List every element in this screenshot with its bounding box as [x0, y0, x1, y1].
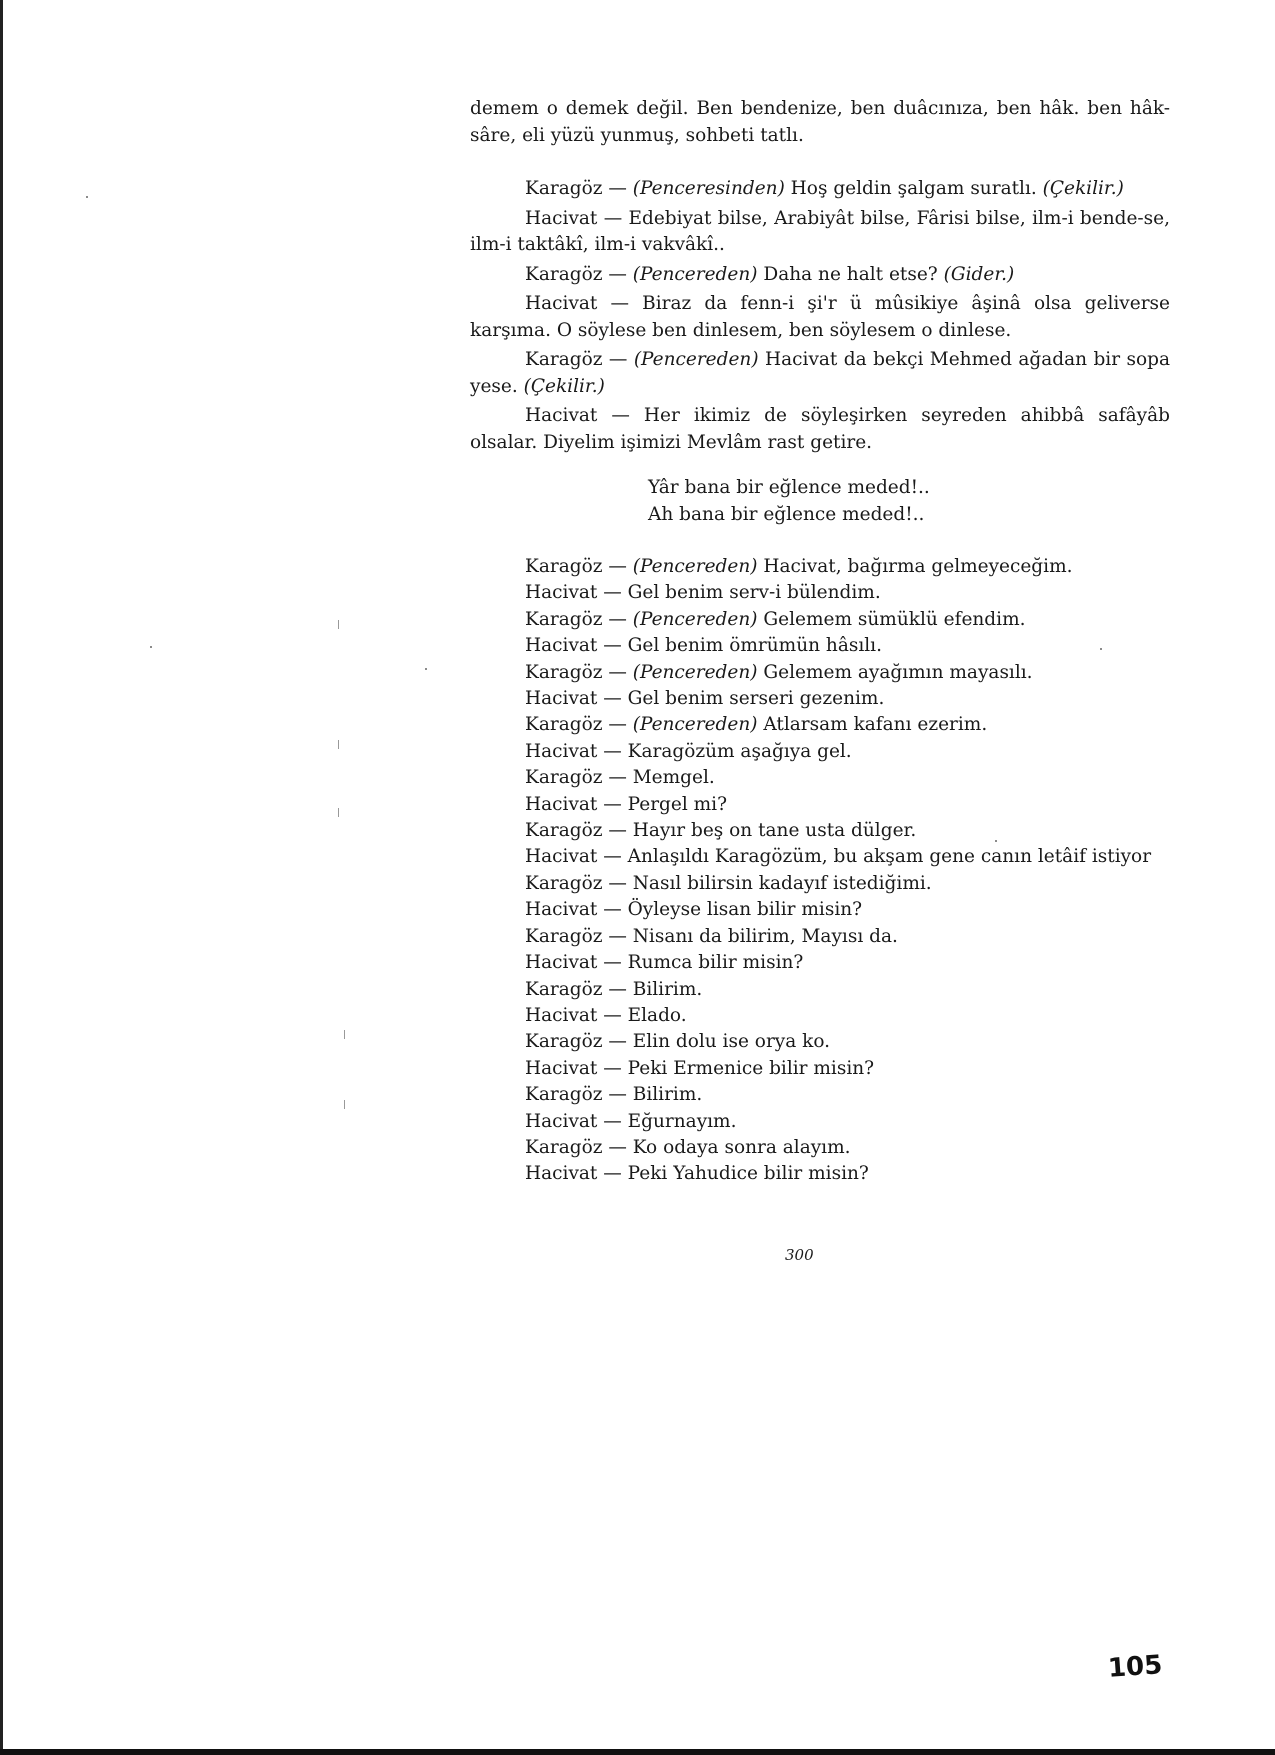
em-dash: — — [603, 740, 622, 762]
spoken-text: Atlarsam kafanı ezerim. — [763, 714, 988, 736]
scan-mark — [344, 1030, 345, 1039]
scan-mark — [338, 620, 339, 629]
speaker-name: Karagöz — [525, 349, 603, 370]
spoken-text: Ko odaya sonra alayım. — [632, 1136, 851, 1158]
spoken-text: Eğurnayım. — [627, 1110, 737, 1132]
spoken-text: Gel benim serseri gezenim. — [627, 688, 885, 710]
spoken-text: Edebiyat bilse, Arabiyât bilse, Fârisi bilse, ilm-i bende-se, ilm-i taktâkî, ilm-i vakvâkî.. — [470, 207, 1170, 255]
dialogue-line — [525, 712, 1170, 738]
em-dash: — — [608, 1136, 627, 1158]
short-dialogue — [470, 554, 1170, 1188]
speaker-name: Hacivat — [525, 740, 598, 762]
spoken-text: Nisanı da bilirim, Mayısı da. — [632, 925, 898, 947]
spoken-text: Gel benim ömrümün hâsılı. — [627, 635, 882, 657]
speaker-name: Karagöz — [525, 767, 603, 789]
dialogue-line — [525, 844, 1170, 870]
em-dash: — — [603, 1110, 622, 1132]
verse-line: Ah bana bir eğlence meded!.. — [648, 504, 925, 525]
speaker-name: Hacivat — [525, 405, 598, 426]
scan-speck — [86, 196, 88, 198]
verse-block — [470, 474, 1170, 528]
dialogue-line — [525, 1082, 1170, 1108]
speaker-name: Hacivat — [525, 1163, 598, 1185]
em-dash: — — [608, 178, 627, 199]
speaker-name: Hacivat — [525, 846, 598, 868]
scan-mark — [338, 808, 339, 817]
speaker-name: Hacivat — [525, 207, 598, 229]
spoken-text: Memgel. — [632, 767, 715, 789]
em-dash: — — [603, 899, 622, 921]
opening-paragraph: demem o demek değil. Ben bendenize, ben duâcınıza, ben hâk. ben hâk-sâre, eli yüzü yunmuş, sohbeti tatlı. — [470, 98, 1170, 146]
dialogue-paragraph — [470, 291, 1170, 344]
speaker-name: Karagöz — [525, 925, 603, 947]
spoken-text: Nasıl bilirsin kadayıf istediğimi. — [632, 872, 932, 894]
em-dash: — — [608, 767, 627, 789]
dialogue-paragraph — [470, 262, 1170, 289]
dialogue-line — [525, 818, 1170, 844]
em-dash: — — [603, 1163, 622, 1185]
body-text — [470, 96, 1170, 1188]
scan-speck — [150, 646, 152, 648]
spoken-text: Anlaşıldı Karagözüm, bu akşam gene canın letâif istiyor — [627, 846, 1152, 868]
speaker-name: Karagöz — [525, 820, 603, 842]
em-dash: — — [603, 952, 622, 974]
em-dash: — — [603, 793, 622, 815]
dialogue-line — [525, 607, 1170, 633]
scan-speck — [425, 668, 427, 670]
em-dash: — — [608, 349, 628, 370]
dialogue-line — [525, 897, 1170, 923]
em-dash: — — [608, 872, 627, 894]
speaker-name: Hacivat — [525, 1110, 598, 1132]
spoken-text: Daha ne halt etse? — [763, 263, 938, 285]
dialogue-line — [525, 660, 1170, 686]
dialogue-line — [525, 580, 1170, 606]
scan-edge-bottom — [0, 1749, 1275, 1755]
handwritten-page-number: 105 — [1107, 1650, 1164, 1684]
stage-direction: (Pencereden) — [632, 263, 758, 285]
spoken-text: Elin dolu ise orya ko. — [632, 1031, 831, 1053]
dialogue-paragraph — [470, 347, 1170, 400]
spoken-text: Hacivat, bağırma gelmeyeceğim. — [763, 556, 1073, 577]
speaker-name: Karagöz — [525, 1136, 603, 1158]
em-dash: — — [608, 925, 627, 947]
dialogue-paragraph — [470, 206, 1170, 259]
stage-direction: (Pencereden) — [632, 714, 758, 736]
stage-direction: (Penceresinden) — [632, 178, 785, 199]
dialogue-line — [525, 924, 1170, 950]
em-dash: — — [603, 635, 622, 657]
em-dash: — — [611, 405, 630, 426]
spoken-text: Peki Yahudice bilir misin? — [627, 1163, 869, 1185]
speaker-name: Hacivat — [525, 635, 598, 657]
dialogue-line — [525, 950, 1170, 976]
spoken-text: Gelemem sümüklü efendim. — [763, 608, 1026, 630]
dialogue-line — [525, 554, 1170, 580]
dialogue-line — [525, 1003, 1170, 1029]
em-dash: — — [610, 293, 629, 314]
dialogue-line — [525, 1109, 1170, 1135]
speaker-name: Karagöz — [525, 714, 603, 736]
speaker-name: Hacivat — [525, 1004, 598, 1026]
spoken-text: Bilirim. — [632, 1084, 703, 1106]
spoken-text: Elado. — [627, 1004, 687, 1026]
speaker-name: Hacivat — [525, 899, 598, 921]
speaker-name: Hacivat — [525, 793, 598, 815]
stage-direction: (Pencereden) — [632, 556, 758, 577]
spoken-text: Hacivat da bekçi Mehmed ağadan bir sopa yese. — [470, 349, 1170, 397]
dialogue-line — [525, 686, 1170, 712]
spoken-text: Hoş geldin şalgam suratlı. — [790, 178, 1037, 199]
spoken-text: Biraz da fenn-i şi'r ü mûsikiye âşinâ olsa geliverse karşıma. O söylese ben dinlesem, ben söylesem o dinlese. — [470, 293, 1170, 341]
stage-direction: (Pencereden) — [633, 349, 759, 370]
stage-direction: (Çekilir.) — [523, 375, 605, 397]
em-dash: — — [603, 207, 623, 229]
speaker-name: Hacivat — [525, 952, 598, 974]
speaker-name: Karagöz — [525, 178, 603, 199]
spoken-text: Gelemem ayağımın mayasılı. — [763, 661, 1033, 683]
spoken-text: Her ikimiz de söyleşirken seyreden ahibbâ safâyâb olsalar. Diyelim işimizi Mevlâm rast getire. — [470, 405, 1170, 453]
speaker-name: Karagöz — [525, 661, 603, 683]
dialogue-line — [525, 1029, 1170, 1055]
speaker-name: Karagöz — [525, 608, 603, 630]
spoken-text: Pergel mi? — [627, 793, 728, 815]
em-dash: — — [608, 608, 627, 630]
spoken-text: Bilirim. — [632, 978, 703, 1000]
stage-direction: (Pencereden) — [632, 608, 758, 630]
speaker-name: Karagöz — [525, 978, 603, 1000]
prose-dialogue — [470, 176, 1170, 456]
dialogue-paragraph — [470, 403, 1170, 456]
spoken-text: Rumca bilir misin? — [627, 952, 804, 974]
em-dash: — — [608, 1084, 627, 1106]
em-dash: — — [603, 1057, 622, 1079]
dialogue-line — [525, 765, 1170, 791]
dialogue-line — [525, 871, 1170, 897]
em-dash: — — [603, 1004, 622, 1026]
speaker-name: Hacivat — [525, 582, 598, 604]
speaker-name: Karagöz — [525, 872, 603, 894]
dialogue-paragraph — [470, 176, 1170, 203]
em-dash: — — [608, 714, 627, 736]
scan-mark — [338, 740, 339, 749]
em-dash: — — [608, 978, 627, 1000]
speaker-name: Hacivat — [525, 1057, 598, 1079]
dialogue-line — [525, 739, 1170, 765]
em-dash: — — [603, 846, 622, 868]
em-dash: — — [603, 688, 622, 710]
speaker-name: Karagöz — [525, 556, 603, 577]
dialogue-line — [525, 1161, 1170, 1187]
speaker-name: Karagöz — [525, 263, 603, 285]
em-dash: — — [608, 556, 627, 577]
em-dash: — — [608, 1031, 627, 1053]
speaker-name: Karagöz — [525, 1084, 603, 1106]
spoken-text: Karagözüm aşağıya gel. — [627, 740, 852, 762]
em-dash: — — [608, 820, 627, 842]
spoken-text: Gel benim serv-i bülendim. — [627, 582, 881, 604]
speaker-name: Karagöz — [525, 1031, 603, 1053]
dialogue-line — [525, 1135, 1170, 1161]
em-dash: — — [603, 582, 622, 604]
stage-direction: (Çekilir.) — [1042, 178, 1124, 199]
speaker-name: Hacivat — [525, 293, 598, 314]
dialogue-line — [525, 1056, 1170, 1082]
dialogue-line — [525, 792, 1170, 818]
spoken-text: Peki Ermenice bilir misin? — [627, 1057, 875, 1079]
dialogue-line — [525, 977, 1170, 1003]
spoken-text: Hayır beş on tane usta dülger. — [632, 820, 917, 842]
em-dash: — — [608, 661, 627, 683]
verse-line: Yâr bana bir eğlence meded!.. — [648, 477, 930, 498]
speaker-name: Hacivat — [525, 688, 598, 710]
stage-direction: (Gider.) — [943, 263, 1015, 285]
spacer — [470, 152, 1170, 176]
stage-direction: (Pencereden) — [632, 661, 758, 683]
scan-speck — [1100, 648, 1102, 650]
scan-mark — [344, 1100, 345, 1109]
dialogue-line — [525, 633, 1170, 659]
scan-edge-left — [0, 0, 3, 1755]
spoken-text: Öyleyse lisan bilir misin? — [627, 899, 863, 921]
em-dash: — — [608, 263, 627, 285]
scan-speck — [995, 840, 997, 842]
page-number: 300 — [785, 1246, 814, 1264]
